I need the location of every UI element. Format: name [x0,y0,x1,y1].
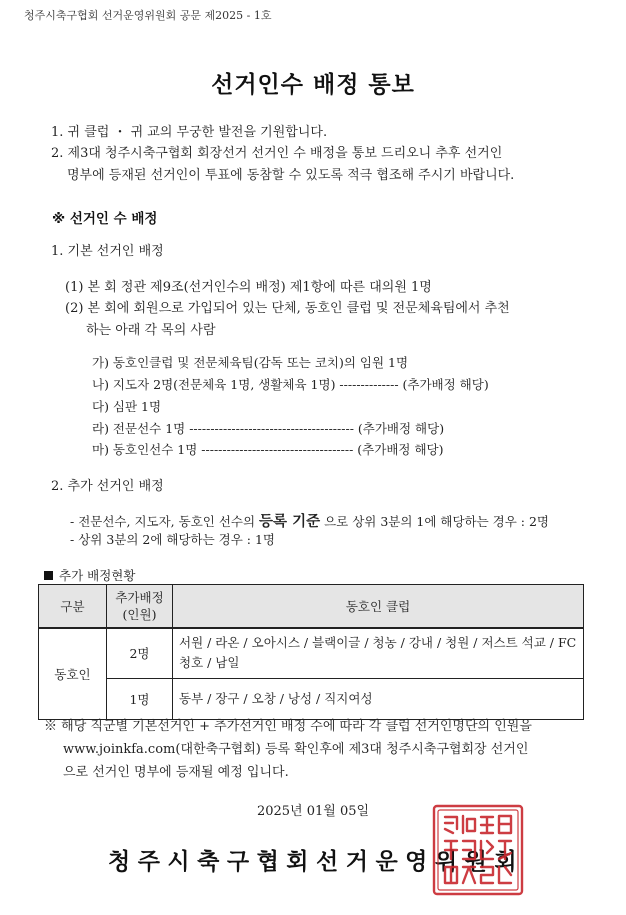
note-line-3: 으로 선거인 명부에 등재될 예정 입니다. [63,765,289,780]
note-line-2: www.joinkfa.com(대한축구협회) 등록 확인후에 제3대 청주시축구협회장 선거인 [63,742,529,757]
additional-line-2: - 상위 3분의 2에 해당하는 경우 : 1명 [70,532,276,547]
document-title: 선거인수 배정 통보 [211,72,415,98]
allocation-cell: 2명 [107,628,173,678]
status-heading-text: 추가 배정현황 [59,568,136,583]
intro-line-1: 1. 귀 클럽 ・ 귀 교의 무궁한 발전을 기원합니다. [51,125,328,140]
sub-item-na: 나) 지도자 2명(전문체육 1명, 생활체육 1명) -------------- (추가배정 해당) [92,377,489,392]
note-line-1: ※ 해당 직군별 기본선거인 + 추가선거인 배정 수에 따라 각 클럽 선거인명단의 인원을 [44,719,532,734]
basic-heading: 1. 기본 선거인 배정 [51,244,164,259]
organization-name: 청주시축구협회선거운영위원회 [108,849,525,875]
clubs-cell: 서원 / 라온 / 오아시스 / 블랙이글 / 청농 / 강내 / 청원 / 저스트 석교 / FC청호 / 남일 [173,628,584,678]
sub-item-ga: 가) 동호인클럽 및 전문체육팀(감독 또는 코치)의 임원 1명 [92,355,409,370]
registration-standard-emphasis: 등록 기준 [259,514,321,530]
clubs-cell: 동부 / 장구 / 오창 / 낭성 / 직지여성 [173,678,584,719]
table-row [39,678,584,719]
sub-item-ma: 마) 동호인선수 1명 ------------------------------------ (추가배정 해당) [92,442,444,457]
category-cell: 동호인 [39,628,107,719]
section-title: ※ 선거인 수 배정 [52,211,158,227]
official-seal-stamp [431,803,525,897]
status-heading [44,566,135,584]
header-allocation-line1: 추가배정 [115,590,164,605]
document-date: 2025년 01월 05일 [256,804,370,819]
header-clubs: 동호인 클럽 [173,585,584,629]
document-reference-number: 청주시축구협회 선거운영위원회 공문 제2025 - 1호 [24,9,272,22]
allocation-cell: 1명 [107,678,173,719]
additional-line-1-pre: - 전문선수, 지도자, 동호인 선수의 [70,514,260,529]
table-row [39,628,584,678]
header-allocation [107,585,173,629]
additional-line-1-post: 으로 상위 3분의 1에 해당하는 경우 : 2명 [320,514,550,529]
basic-item-2-cont: 하는 아래 각 목의 사람 [86,323,216,338]
sub-item-ra: 라) 전문선수 1명 --------------------------------------- (추가배정 해당) [92,421,445,436]
square-bullet-icon [44,571,53,580]
additional-heading: 2. 추가 선거인 배정 [51,479,164,494]
basic-item-2: (2) 본 회에 회원으로 가입되어 있는 단체, 동호인 클럽 및 전문체육팀에서 추천 [65,301,510,316]
table-header-row [39,585,584,629]
sub-item-da: 다) 심판 1명 [92,399,162,414]
header-allocation-line2: (인원) [122,607,157,622]
intro-line-2: 2. 제3대 청주시축구협회 회장선거 선거인 수 배정을 통보 드리오니 추후 선거인 [51,146,503,161]
header-category: 구분 [39,585,107,629]
additional-line-1 [70,510,549,531]
basic-item-1: (1) 본 회 정관 제9조(선거인수의 배정) 제1항에 따른 대의원 1명 [65,280,432,295]
intro-line-3: 명부에 등재된 선거인이 투표에 동참할 수 있도록 적극 협조해 주시기 바랍니다. [67,168,515,183]
allocation-table [38,584,584,720]
